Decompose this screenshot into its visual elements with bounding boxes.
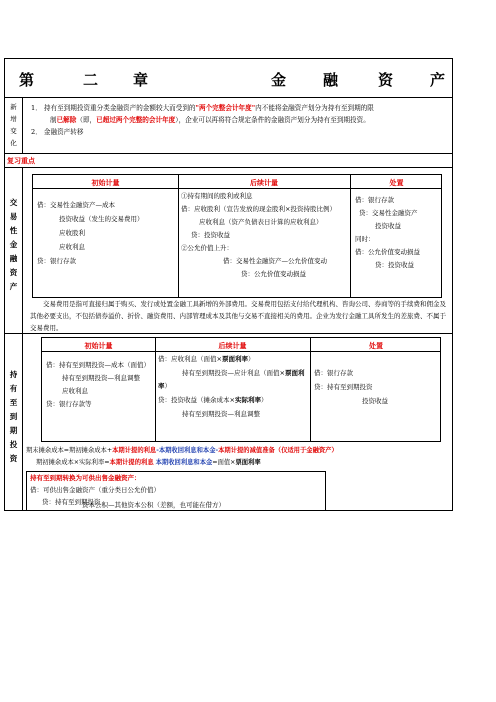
htm-label	[5, 334, 23, 510]
text: 制	[50, 116, 57, 124]
text: 1． 持有至到期投资重分类金融资产的金额较大而受到的	[31, 104, 196, 112]
side-char: 资	[9, 454, 18, 463]
side-char: 交	[9, 198, 18, 207]
side-char: 金	[9, 240, 18, 249]
entry-line: 贷：投资收益	[375, 261, 414, 269]
htm-content	[24, 334, 452, 510]
side-char: 增	[10, 115, 17, 123]
text: 率	[158, 382, 165, 390]
entry-line: 应收利息（资产负债表日计算的应收利息）	[199, 218, 323, 226]
text: 贷：投资收益（摊余成本×	[158, 396, 235, 404]
entry-line: 借：交易性金融资产—公允价值变动	[223, 257, 327, 265]
entry-line	[158, 354, 254, 364]
entry-line	[158, 381, 171, 391]
side-char: 融	[9, 254, 18, 263]
title-char: 第	[19, 71, 36, 89]
entry-line: 贷：持有至到期投资	[42, 498, 101, 506]
col-header-disposal: 处置	[369, 341, 383, 350]
entry-line: 贷：投资收益	[191, 231, 230, 239]
entry-line: 借：应收股利（宣告发放的现金股利×投资持股比例）	[181, 205, 336, 213]
entry-line: 应收股利	[59, 229, 85, 237]
new-changes-content	[24, 98, 452, 153]
side-char: 资	[9, 268, 18, 277]
entry-line: 借：公允价值变动损益	[355, 248, 420, 256]
text: 票面利	[284, 369, 305, 377]
text: 持有至到期投资—应计利息（面值×	[182, 369, 285, 377]
entry-line: 借：银行存款	[314, 369, 353, 377]
review-header: 复习重点	[7, 156, 35, 165]
text: =面值×	[212, 459, 236, 466]
new-changes-label	[5, 98, 23, 153]
side-char: 变	[10, 127, 17, 135]
trading-content	[24, 168, 452, 333]
title-char: 二	[83, 71, 100, 89]
trading-table	[32, 174, 442, 298]
entry-line: 同时：	[355, 235, 375, 243]
amortized-cost-formula	[26, 446, 338, 456]
trading-assets-section	[5, 168, 452, 334]
entry-line: 投资收益（发生的交易费用）	[59, 215, 144, 223]
highlight: 本期计提的利息	[109, 459, 154, 466]
text: 期末摊余成本=期初摊余成本+	[26, 447, 113, 454]
text: ）	[247, 355, 255, 363]
change-item-2: 2． 金融资产转移	[31, 128, 84, 136]
entry-line: 借：持有至到期投资—成本（面值）	[46, 361, 150, 369]
entry-line: ②公允价值上升：	[181, 244, 233, 252]
text: ）	[260, 396, 268, 404]
new-changes-section	[5, 98, 452, 154]
title-char: 金	[271, 71, 288, 89]
highlight: 已超过两个完整的会计年度	[96, 116, 176, 124]
side-char: 性	[9, 226, 18, 235]
entry-line: 借：可供出售金融资产（重分类日公允价值）	[30, 486, 160, 494]
entry-line	[158, 395, 267, 405]
text: 内不能将金融资产划分为持有至到期的限	[255, 104, 374, 112]
side-char: 产	[9, 282, 18, 291]
side-char: 持	[9, 370, 18, 379]
trading-label	[5, 168, 23, 333]
col-header-subsequent: 后续计量	[250, 178, 278, 187]
text: 票面利率	[221, 355, 248, 363]
entry-line: 资本公积—其他资本公积（差额，也可能在借方）	[82, 501, 225, 509]
review-header-row	[5, 154, 452, 168]
entry-line: 持有至到期投资—利息调整	[62, 374, 140, 382]
text: （即，	[76, 116, 97, 124]
side-char: 新	[10, 103, 17, 111]
entry-line: 借：银行存款	[355, 196, 394, 204]
entry-line: 贷：公允价值变动损益	[241, 270, 306, 278]
highlight: 本期计提的减值准备（仅适用于金融资产）	[218, 447, 338, 454]
text: ）	[164, 382, 171, 390]
side-char: 有	[9, 384, 18, 393]
entry-line: 持有至到期投资—利息调整	[182, 410, 260, 418]
highlight: 本期收回利息和本金	[155, 459, 213, 466]
title-char: 章	[133, 71, 150, 89]
title-char: 产	[430, 71, 447, 89]
side-char: 易	[9, 212, 18, 221]
entry-line: 应收利息	[59, 243, 85, 251]
htm-table	[41, 337, 441, 442]
htm-section	[5, 334, 452, 510]
entry-line: 应收利息	[62, 387, 88, 395]
highlight: -本期收回利息和本金-	[156, 447, 219, 454]
col-header-initial: 初始计量	[84, 341, 113, 350]
entry-line: 贷：银行存款等	[46, 400, 92, 408]
chapter-title	[5, 59, 452, 98]
text: ），企业可以再将符合规定条件的金融资产划分为持有至到期投资。	[175, 116, 370, 124]
transaction-fee-note: 交易费用是指可直接归属于购买、发行或处置金融工具新增的外部费用。交易费用包括支付给代理机构、咨询公司、券商等的手续费和佣金及其他必要支出，不包括债券溢价、折价、融资费用、内部管理成本及其他与交易不直接相关的费用。企业为发行金融工具所发生的差旅费、不属于交易费用。	[30, 300, 446, 332]
text: 实际利率	[234, 396, 261, 404]
title-char: 资	[378, 71, 395, 89]
side-char: 投	[9, 440, 18, 449]
interest-formula	[36, 458, 261, 468]
text: 期初摊余成本×实际利率=	[36, 459, 110, 466]
chapter-table	[4, 58, 453, 511]
reclass-title: 持有至到期转换为可供出售金融资产：	[30, 474, 141, 482]
side-char: 至	[9, 398, 18, 407]
change-item-1	[31, 102, 446, 114]
entry-line: 贷：持有至到期投资	[314, 383, 373, 391]
entry-line: 贷：银行存款	[37, 257, 76, 265]
highlight: "两个完整会计年度"	[195, 104, 256, 112]
side-char: 到	[9, 412, 18, 421]
side-char: 化	[10, 139, 17, 147]
entry-line: 投资收益	[375, 222, 401, 230]
col-header-subsequent: 后续计量	[218, 341, 247, 350]
col-header-initial: 初始计量	[91, 178, 120, 187]
highlight: 本期计提的利息	[112, 447, 157, 454]
text: 票面利率	[235, 459, 261, 466]
text: 借：应收利息（面值×	[158, 355, 222, 363]
change-item-1-cont	[31, 114, 446, 126]
col-header-disposal: 处置	[389, 178, 404, 187]
highlight: 已解除	[56, 116, 77, 124]
entry-line: ①持有期间的股利或利息	[181, 192, 253, 200]
entry-line: 贷：交易性金融资产	[359, 209, 418, 217]
side-char: 期	[9, 426, 18, 435]
entry-line: 借：交易性金融资产—成本	[37, 201, 115, 209]
entry-line: 投资收益	[362, 397, 388, 405]
entry-line	[182, 368, 304, 378]
title-char: 融	[323, 71, 340, 89]
